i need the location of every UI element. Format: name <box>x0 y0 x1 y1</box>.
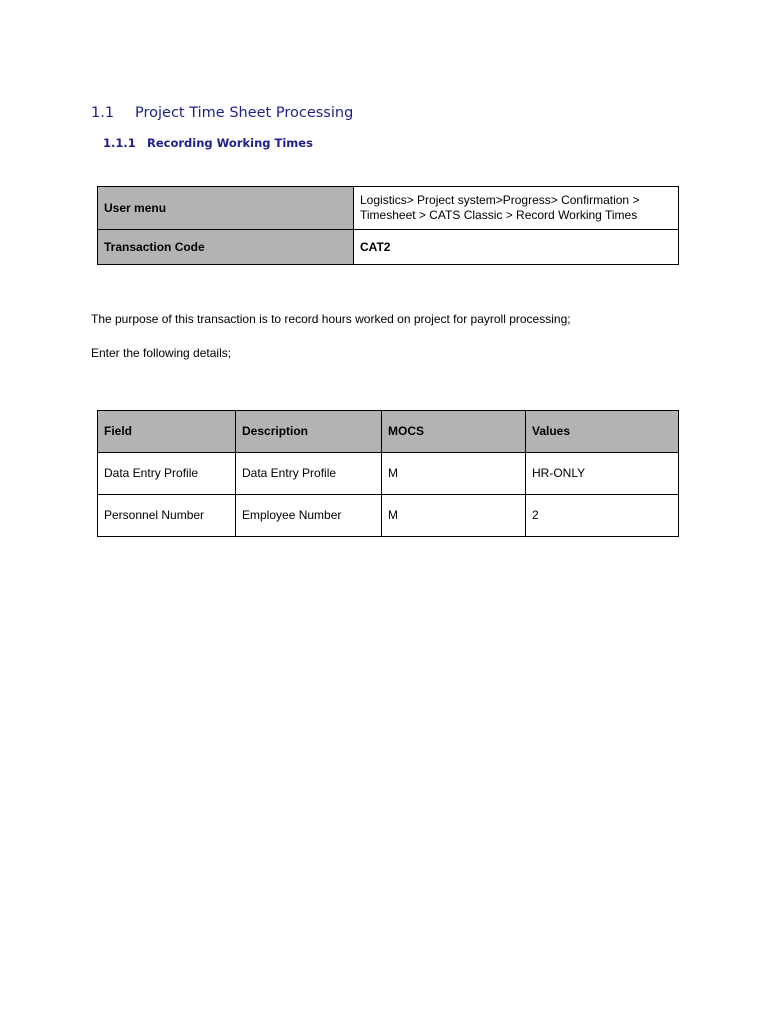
cell-values: HR-ONLY <box>526 453 679 495</box>
subsection-title: Recording Working Times <box>147 136 313 150</box>
cell-mocs: M <box>382 453 526 495</box>
cell-field: Data Entry Profile <box>98 453 236 495</box>
instruction-paragraph: Enter the following details; <box>91 346 232 360</box>
user-menu-label: User menu <box>98 187 354 230</box>
header-mocs: MOCS <box>382 411 526 453</box>
user-menu-path <box>354 187 679 230</box>
cell-mocs: M <box>382 495 526 537</box>
purpose-paragraph: The purpose of this transaction is to record hours worked on project for payroll processing; <box>91 312 571 326</box>
transaction-code-label: Transaction Code <box>98 230 354 265</box>
transaction-code-value: CAT2 <box>354 230 679 265</box>
section-title: Project Time Sheet Processing <box>135 105 354 121</box>
section-heading <box>91 105 353 121</box>
user-menu-path-line2: Timesheet > CATS Classic > Record Working Times <box>360 208 638 222</box>
cell-description: Employee Number <box>236 495 382 537</box>
table-row <box>98 453 679 495</box>
section-number: 1.1 <box>91 105 115 121</box>
table-row <box>98 230 679 265</box>
header-description: Description <box>236 411 382 453</box>
header-values: Values <box>526 411 679 453</box>
table-row <box>98 187 679 230</box>
cell-description: Data Entry Profile <box>236 453 382 495</box>
cell-field: Personnel Number <box>98 495 236 537</box>
user-menu-path-line1: Logistics> Project system>Progress> Confirmation > <box>360 193 640 207</box>
transaction-info-table <box>97 186 679 265</box>
table-row <box>98 495 679 537</box>
fields-table <box>97 410 679 537</box>
subsection-number: 1.1.1 <box>103 136 136 150</box>
subsection-heading <box>103 136 313 150</box>
cell-values: 2 <box>526 495 679 537</box>
table-header-row <box>98 411 679 453</box>
header-field: Field <box>98 411 236 453</box>
